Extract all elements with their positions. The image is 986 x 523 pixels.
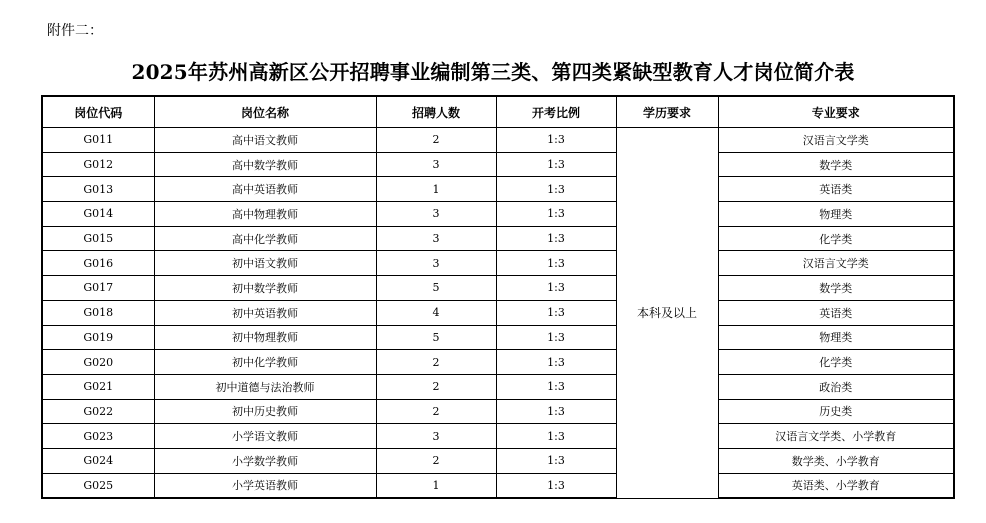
table-row (42, 374, 954, 399)
major-requirement-cell: 英语类 (718, 300, 954, 325)
major-requirement-cell: 化学类 (718, 226, 954, 251)
table-row (42, 473, 954, 498)
exam-ratio-cell: 1:3 (496, 473, 616, 498)
table-row (42, 251, 954, 276)
major-requirement-cell: 英语类 (718, 177, 954, 202)
major-requirement-cell: 化学类 (718, 350, 954, 375)
table-row (42, 152, 954, 177)
position-code-cell: G025 (42, 473, 154, 498)
table-row (42, 448, 954, 473)
table-row (42, 325, 954, 350)
position-name-cell: 小学英语教师 (154, 473, 376, 498)
major-requirement-cell: 历史类 (718, 399, 954, 424)
position-name-cell: 高中英语教师 (154, 177, 376, 202)
exam-ratio-cell: 1:3 (496, 325, 616, 350)
major-requirement-cell: 物理类 (718, 202, 954, 227)
recruit-count-cell: 5 (376, 276, 496, 301)
recruit-count-cell: 2 (376, 350, 496, 375)
position-name-cell: 高中语文教师 (154, 128, 376, 153)
position-code-cell: G013 (42, 177, 154, 202)
recruit-count-cell: 1 (376, 177, 496, 202)
position-code-cell: G016 (42, 251, 154, 276)
table-row (42, 350, 954, 375)
recruit-count-cell: 2 (376, 128, 496, 153)
position-name-cell: 小学语文教师 (154, 424, 376, 449)
recruit-count-cell: 2 (376, 448, 496, 473)
major-requirement-cell: 政治类 (718, 374, 954, 399)
header-education-requirement: 学历要求 (616, 96, 718, 128)
exam-ratio-cell: 1:3 (496, 202, 616, 227)
major-requirement-cell: 汉语言文学类、小学教育 (718, 424, 954, 449)
major-requirement-cell: 数学类 (718, 152, 954, 177)
table-row (42, 276, 954, 301)
major-requirement-cell: 汉语言文学类 (718, 251, 954, 276)
recruit-count-cell: 2 (376, 374, 496, 399)
major-requirement-cell: 物理类 (718, 325, 954, 350)
table-row (42, 424, 954, 449)
exam-ratio-cell: 1:3 (496, 152, 616, 177)
major-requirement-cell: 数学类 (718, 276, 954, 301)
header-exam-ratio: 开考比例 (496, 96, 616, 128)
table-row (42, 177, 954, 202)
major-requirement-cell: 数学类、小学教育 (718, 448, 954, 473)
position-code-cell: G015 (42, 226, 154, 251)
table-row (42, 128, 954, 153)
position-name-cell: 初中语文教师 (154, 251, 376, 276)
exam-ratio-cell: 1:3 (496, 276, 616, 301)
header-position-code: 岗位代码 (42, 96, 154, 128)
recruit-count-cell: 4 (376, 300, 496, 325)
position-name-cell: 高中化学教师 (154, 226, 376, 251)
recruit-count-cell: 3 (376, 152, 496, 177)
header-position-name: 岗位名称 (154, 96, 376, 128)
table-row (42, 300, 954, 325)
header-major-requirement: 专业要求 (718, 96, 954, 128)
position-name-cell: 初中物理教师 (154, 325, 376, 350)
position-code-cell: G012 (42, 152, 154, 177)
exam-ratio-cell: 1:3 (496, 177, 616, 202)
recruit-count-cell: 1 (376, 473, 496, 498)
recruit-count-cell: 3 (376, 226, 496, 251)
position-code-cell: G014 (42, 202, 154, 227)
positions-table (41, 95, 955, 499)
table-row (42, 226, 954, 251)
position-code-cell: G024 (42, 448, 154, 473)
document-title: 2025年苏州高新区公开招聘事业编制第三类、第四类紧缺型教育人才岗位简介表 (131, 60, 855, 84)
education-requirement-cell: 本科及以上 (616, 128, 718, 499)
recruit-count-cell: 3 (376, 251, 496, 276)
position-code-cell: G011 (42, 128, 154, 153)
exam-ratio-cell: 1:3 (496, 251, 616, 276)
recruit-count-cell: 5 (376, 325, 496, 350)
position-name-cell: 初中化学教师 (154, 350, 376, 375)
annex-label: 附件二： (47, 23, 103, 39)
position-name-cell: 初中数学教师 (154, 276, 376, 301)
table-body (42, 128, 954, 499)
position-code-cell: G022 (42, 399, 154, 424)
position-name-cell: 初中道德与法治教师 (154, 374, 376, 399)
table-row (42, 399, 954, 424)
exam-ratio-cell: 1:3 (496, 399, 616, 424)
recruit-count-cell: 3 (376, 424, 496, 449)
exam-ratio-cell: 1:3 (496, 226, 616, 251)
position-code-cell: G017 (42, 276, 154, 301)
major-requirement-cell: 英语类、小学教育 (718, 473, 954, 498)
position-name-cell: 初中历史教师 (154, 399, 376, 424)
position-name-cell: 初中英语教师 (154, 300, 376, 325)
position-code-cell: G021 (42, 374, 154, 399)
position-code-cell: G023 (42, 424, 154, 449)
table-row (42, 202, 954, 227)
exam-ratio-cell: 1:3 (496, 350, 616, 375)
exam-ratio-cell: 1:3 (496, 128, 616, 153)
position-code-cell: G020 (42, 350, 154, 375)
table-header-row (42, 96, 954, 128)
exam-ratio-cell: 1:3 (496, 448, 616, 473)
header-recruit-count: 招聘人数 (376, 96, 496, 128)
recruit-count-cell: 3 (376, 202, 496, 227)
position-name-cell: 高中数学教师 (154, 152, 376, 177)
exam-ratio-cell: 1:3 (496, 424, 616, 449)
position-name-cell: 小学数学教师 (154, 448, 376, 473)
position-name-cell: 高中物理教师 (154, 202, 376, 227)
major-requirement-cell: 汉语言文学类 (718, 128, 954, 153)
position-code-cell: G018 (42, 300, 154, 325)
recruit-count-cell: 2 (376, 399, 496, 424)
position-code-cell: G019 (42, 325, 154, 350)
exam-ratio-cell: 1:3 (496, 300, 616, 325)
exam-ratio-cell: 1:3 (496, 374, 616, 399)
